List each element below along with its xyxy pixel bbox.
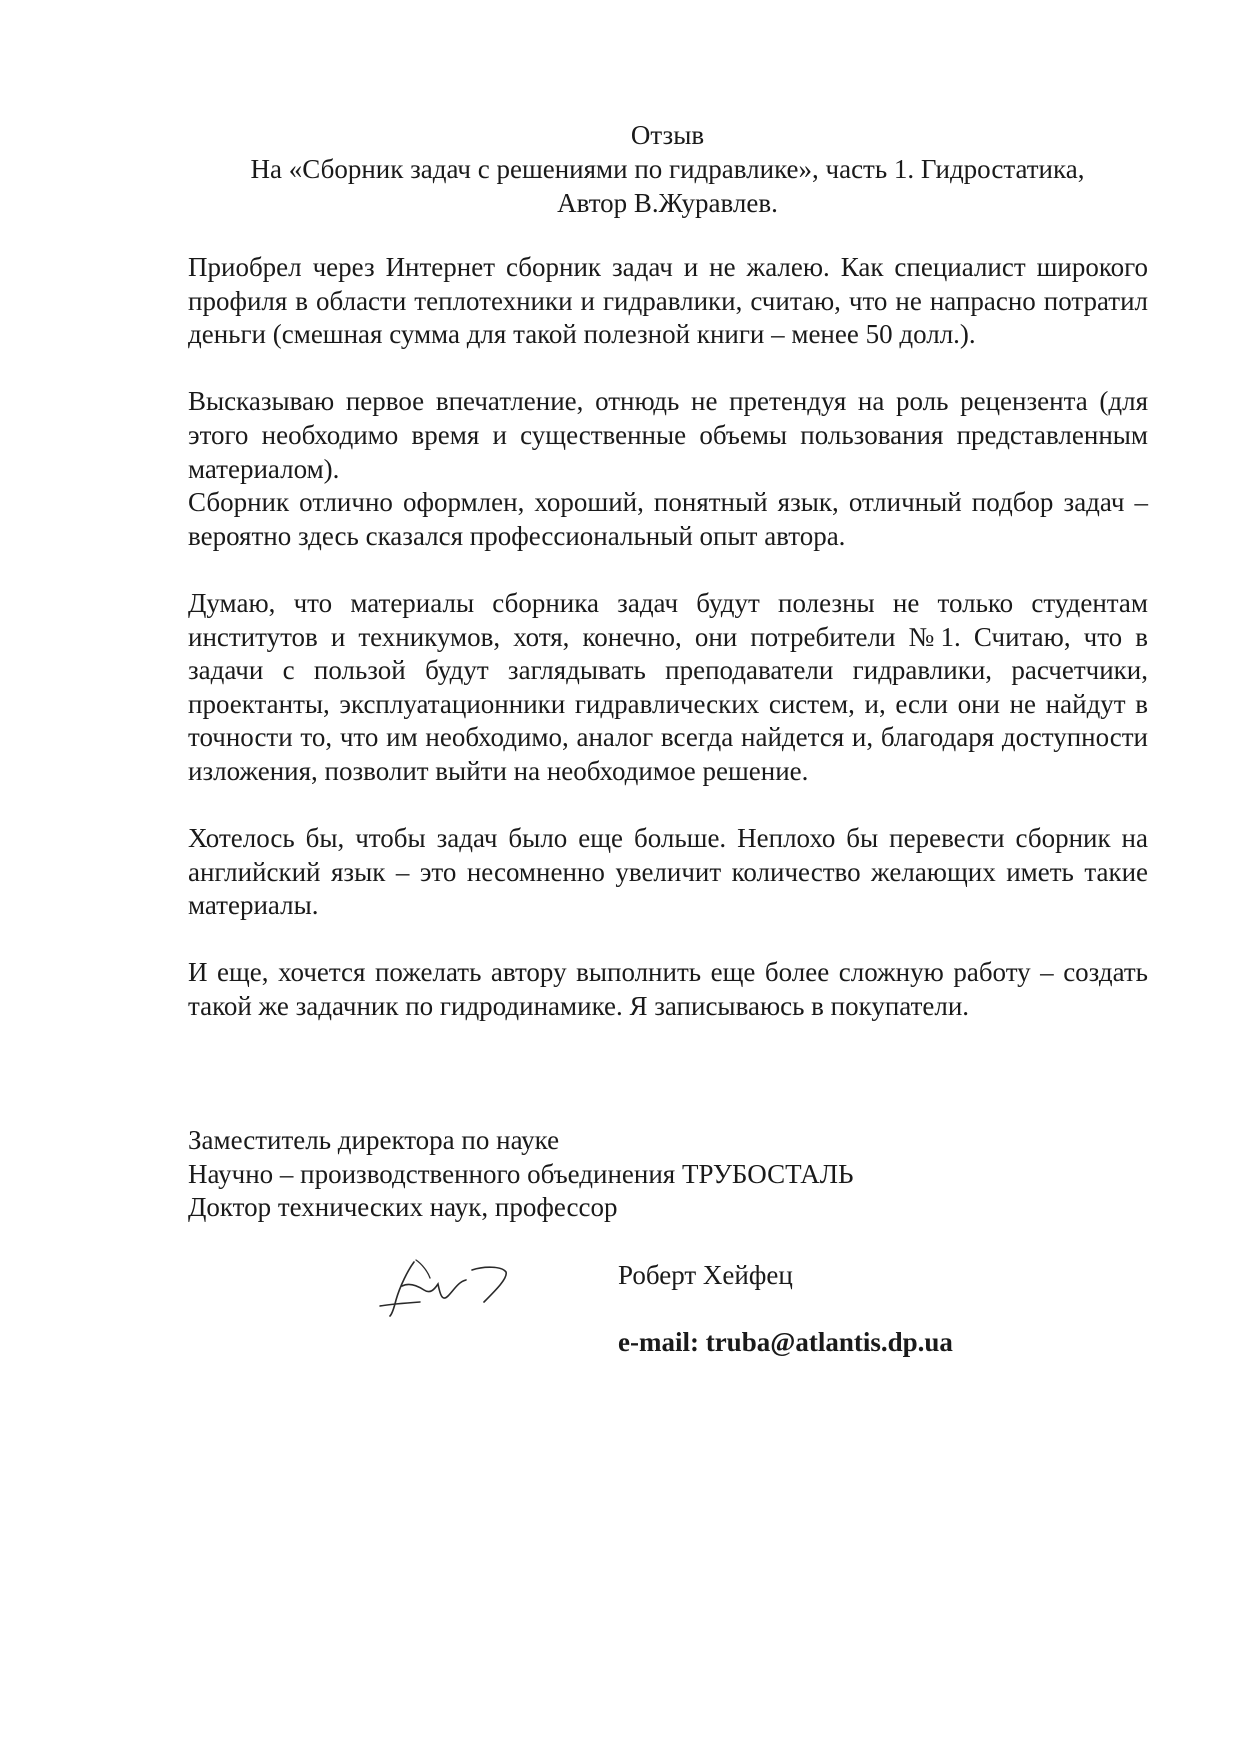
review-body xyxy=(188,251,1148,1024)
paragraph-impression: Высказываю первое впечатление, отнюдь не претендуя на роль рецензента (для этого необходимо время и существенные объемы пользования представленным материалом). xyxy=(188,386,1148,484)
document-subtitle: На «Сборник задач с решениями по гидравлике», часть 1. Гидростатика, xyxy=(250,154,1085,184)
signer-email: e-mail: truba@atlantis.dp.ua xyxy=(618,1327,953,1357)
signature-block xyxy=(188,1124,854,1225)
document-heading xyxy=(150,118,1185,220)
handwritten-signature xyxy=(376,1256,512,1322)
paragraph-wishes: Хотелось бы, чтобы задач было еще больше. Неплохо бы перевести сборник на английский язык – это несомненно увеличит количество желающих иметь такие материалы. xyxy=(188,823,1148,921)
document-title: Отзыв xyxy=(630,120,705,150)
signer-position: Заместитель директора по науке xyxy=(188,1125,560,1155)
document-author-line: Автор В.Журавлев. xyxy=(557,188,778,218)
signer-degree: Доктор технических наук, профессор xyxy=(188,1192,618,1223)
paragraph-usefulness: Думаю, что материалы сборника задач будут полезны не только студентам институтов и техникумов, хотя, конечно, они потребители №1. Считаю, что в задачи с пользой будут заглядывать преподаватели гидравлики, расчетчики, проектанты, эксплуатационники гидравлических систем, и, если они не найдут в точности то, что им необходимо, аналог всегда найдется и, благодаря доступности изложения, позволит выйти на необходимое решение. xyxy=(188,587,1148,786)
paragraph-purchase: Приобрел через Интернет сборник задач и не жалею. Как специалист широкого профиля в области теплотехники и гидравлики, считаю, что не напрасно потратил деньги (смешная сумма для такой полезной книги – менее 50 долл.). xyxy=(188,252,1148,350)
paragraph-design: Сборник отлично оформлен, хороший, понятный язык, отличный подбор задач – вероятно здесь сказался профессиональный опыт автора. xyxy=(188,487,1148,551)
paragraph-request: И еще, хочется пожелать автору выполнить еще более сложную работу – создать такой же задачник по гидродинамике. Я записываюсь в покупатели. xyxy=(188,957,1148,1022)
signer-organization: Научно – производственного объединения ТРУБОСТАЛЬ xyxy=(188,1158,854,1189)
signer-name: Роберт Хейфец xyxy=(618,1260,793,1290)
